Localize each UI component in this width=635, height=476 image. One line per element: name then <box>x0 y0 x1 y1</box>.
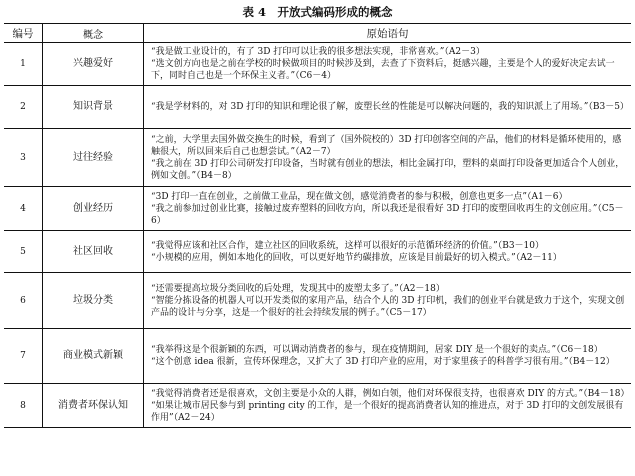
table-row <box>4 273 631 329</box>
table-header-row <box>4 24 631 43</box>
coding-concepts-table <box>4 23 631 428</box>
concept-cell: 兴趣爱好 <box>43 43 144 86</box>
quote-text: “我之前参加过创业比赛，接触过废弃塑料的回收方向，所以我还是很看好 3D 打印的废塑回收再生的文创应用。”（C5－6） <box>151 203 624 226</box>
quote-text: “还需要提高垃圾分类回收的后处理，发现其中的废塑太多了。”（A2－18） <box>151 283 445 294</box>
row-number: 6 <box>4 273 43 329</box>
quote-text: “我之前在 3D 打印公司研发打印设备，当时就有创业的想法，相比金属打印，塑料的桌面打印设备更加适合个人创业，例如文创。”（B4－8） <box>151 158 625 181</box>
concept-cell: 商业模式新颖 <box>43 329 144 384</box>
header-concept: 概念 <box>43 24 144 43</box>
row-number: 7 <box>4 329 43 384</box>
table-title: 表 4 开放式编码形成的概念 <box>242 5 393 19</box>
concept-cell: 过往经验 <box>43 129 144 187</box>
row-number: 8 <box>4 384 43 428</box>
concept-cell: 垃圾分类 <box>43 273 144 329</box>
concept-cell: 创业经历 <box>43 187 144 231</box>
quote-text: “3D 打印一直在创业，之前做工业品，现在做文创，感觉消费者的参与积极，创意也更多一点”（A1－6） <box>151 191 568 202</box>
row-number: 3 <box>4 129 43 187</box>
quote-text: “之前，大学里去国外做交换生的时候，看到了（国外院校的）3D 打印创客空间的产品，他们的材料是循环使用的，感触很大，所以回来后自己也想尝试。”（A2－7） <box>151 134 622 157</box>
quote-cell <box>144 187 632 231</box>
quote-text: “小规模的应用，例如本地化的回收，可以更好地节约碳排放，应该是目前最好的切入模式。”（A2－11） <box>151 252 562 263</box>
quote-text: “我是学材料的，对 3D 打印的知识和理论很了解，废塑长丝的性能是可以解决问题的，我的知识派上了用场。”（B3－5） <box>151 102 629 112</box>
row-number: 1 <box>4 43 43 86</box>
concept-cell: 知识背景 <box>43 86 144 129</box>
quote-cell <box>144 231 632 273</box>
concept-cell: 消费者环保认知 <box>43 384 144 428</box>
table-row <box>4 384 631 428</box>
concept-cell: 社区回收 <box>43 231 144 273</box>
table-row <box>4 43 631 86</box>
row-number: 2 <box>4 86 43 129</box>
quote-text: “选文创方向也是之前在学校的时候做项目的时候涉及到，去查了下资料后，挺感兴趣，主要是个人的爱好决定去试一下，同时自己也是一个环保主义者。”（C6－4） <box>151 59 615 81</box>
quote-cell <box>144 384 632 428</box>
quote-cell <box>144 86 632 129</box>
quote-text: “我觉得应该和社区合作，建立社区的回收系统，这样可以很好的示范循环经济的价值。”（B3－10） <box>151 240 544 251</box>
table-row <box>4 329 631 384</box>
quote-text: “我觉得消费者还是很喜欢，文创主要是小众的人群，例如白领，他们对环保很支持，也很喜欢 DIY 的方式。”（B4－18） <box>151 388 630 399</box>
quote-text: “如果让城市居民参与到 printing city 的工作，是一个很好的提高消费者认知的推进点，对于 3D 打印的文创发展很有作用”（A2－24） <box>151 400 624 423</box>
quote-text: “我是做工业设计的，有了 3D 打印可以让我的很多想法实现，非常喜欢。”（A2－3） <box>151 47 485 57</box>
table-row <box>4 86 631 129</box>
table-row <box>4 187 631 231</box>
quote-text: “智能分拣设备的机器人可以开发类似的家用产品，结合个人的 3D 打印机，我们的创业平台就是致力于这个，实现文创产品的设计与分享，这是一个很好的社会持续发展的例子。”（C5－17） <box>151 295 625 318</box>
header-no: 编号 <box>4 24 43 43</box>
table-row <box>4 231 631 273</box>
header-quote: 原始语句 <box>144 24 632 43</box>
quote-cell <box>144 329 632 384</box>
row-number: 4 <box>4 187 43 231</box>
quote-cell <box>144 129 632 187</box>
table-body <box>4 43 631 428</box>
quote-cell <box>144 43 632 86</box>
quote-cell <box>144 273 632 329</box>
quote-text: “我举得这是个很新颖的东西，可以调动消费者的参与，现在疫情期间，居家 DIY 是一个很好的卖点。”（C6－18） <box>151 345 603 355</box>
row-number: 5 <box>4 231 43 273</box>
table-row <box>4 129 631 187</box>
quote-text: “这个创意 idea 很新，宣传环保理念，又扩大了 3D 打印产业的应用，对于家里孩子的科普学习很有用。”（B4－12） <box>151 357 615 367</box>
